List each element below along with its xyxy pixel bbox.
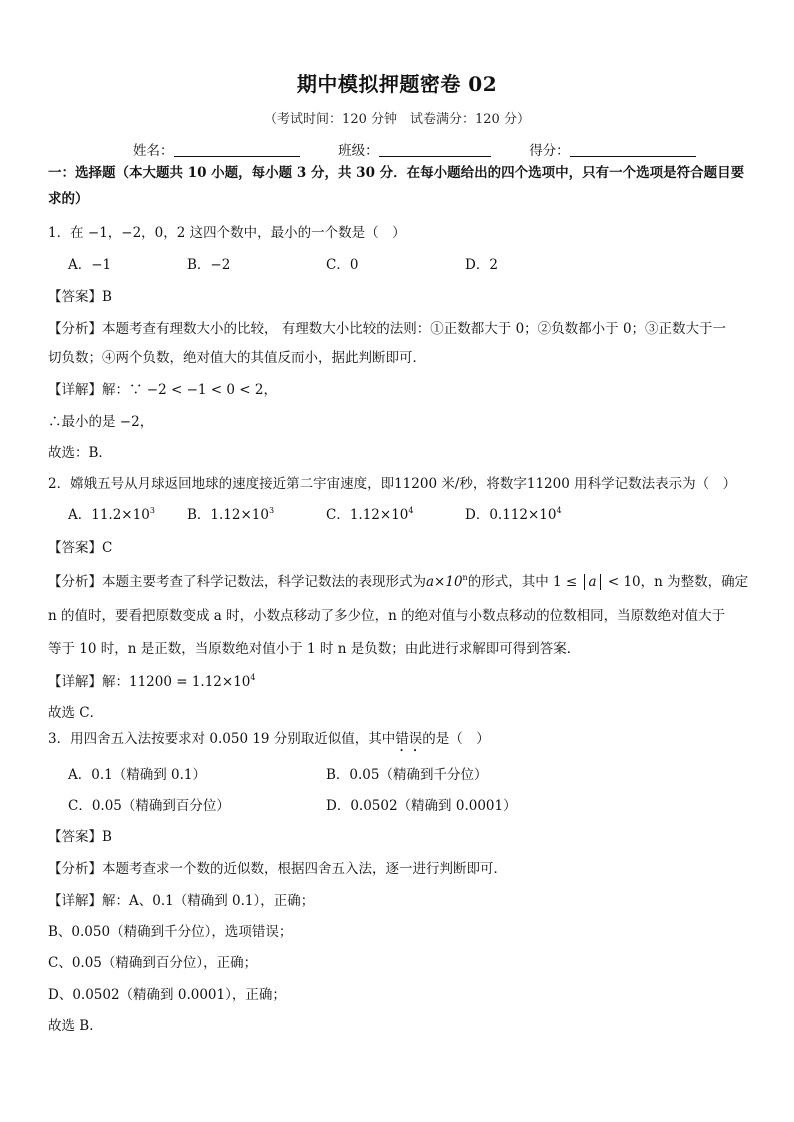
q2-detail: 【详解】解：$11200 = 1.12\times 10^4$ [48, 673, 256, 690]
q1-option-a: A．−1 [68, 257, 112, 273]
student-info-line [133, 139, 696, 159]
name-field[interactable] [174, 142, 300, 157]
score-label: 得分： [529, 143, 570, 159]
q1-answer: 【答案】B [48, 289, 112, 305]
q1-option-b: B．−2 [187, 257, 231, 273]
q2-option-b: B．$1.12\times 10^3$ [187, 506, 275, 523]
score-field[interactable] [570, 142, 696, 157]
q2-analysis-line2: n 的值时，要看把原数变成 a 时，小数点移动了多少位，n 的绝对值与小数点移动的位数相同，当原数绝对值大于 [48, 608, 726, 624]
q3-analysis: 【分析】本题考查求一个数的近似数，根据四舍五入法，逐一进行判断即可． [48, 861, 507, 877]
q1-choice: 故选：B． [48, 445, 112, 461]
q3-step-d: D、0.0502（精确到 0.0001），正确； [48, 987, 286, 1003]
q3-step-b: B、0.050（精确到千分位），选项错误； [48, 924, 293, 940]
q2-analysis-line3: 等于 10 时，n 是正数，当原数绝对值小于 1 时 n 是负数；由此进行求解即可得到答案． [48, 641, 581, 657]
class-label: 班级： [338, 143, 379, 159]
q1-step: ∴最小的是 −2， [48, 414, 154, 430]
q2-analysis-line1: 【分析】本题主要考查了科学记数法，科学记数法的表现形式为$a\times 10^n$的形式，其中 1 ≤ a < 10，n 为整数，确定 [48, 573, 749, 590]
q3-option-d: D．0.0502（精确到 0.0001） [326, 798, 517, 814]
q2-stem: 2．嫦娥五号从月球返回地球的速度接近第二宇宙速度，即11200 米/秒，将数字11200 用科学记数法表示为（ ） [48, 476, 737, 492]
q1-detail: 【详解】解：∵ −2 < −1 < 0 < 2， [48, 382, 277, 398]
exam-subtitle: （考试时间：120 分钟 试卷满分：120 分） [264, 112, 530, 127]
q1-option-c: C．0 [326, 257, 359, 273]
q3-stem: 3．用四舍五入法按要求对 0.050 19 分别取近似值，其中错误的是（ ） [48, 731, 490, 747]
q1-analysis-line2: 切负数；④两个负数，绝对值大的其值反而小，据此判断即可． [48, 350, 426, 366]
q2-option-c: C．$1.12\times 10^4$ [326, 506, 414, 523]
exam-title: 期中模拟押题密卷 02 [296, 72, 498, 96]
class-field[interactable] [379, 142, 491, 157]
q1-analysis-line1: 【分析】本题考查有理数大小的比较， 有理数大小比较的法则：①正数都大于 0；②负数都小于 0；③正数大于一 [48, 321, 727, 337]
q3-choice: 故选 B． [48, 1018, 103, 1034]
q3-answer: 【答案】B [48, 829, 112, 845]
q2-answer: 【答案】C [48, 540, 113, 556]
q3-option-a: A．0.1（精确到 0.1） [68, 767, 206, 783]
q3-option-b: B．0.05（精确到千分位） [326, 767, 488, 783]
section-heading-line2: 求的） [48, 191, 89, 207]
q2-option-d: D．$0.112\times 10^4$ [465, 506, 562, 523]
q2-choice: 故选 C． [48, 705, 104, 721]
q2-option-a: A．$11.2\times 10^3$ [68, 506, 155, 523]
q3-option-c: C．0.05（精确到百分位） [68, 798, 230, 814]
q3-step-c: C、0.05（精确到百分位），正确； [48, 955, 258, 971]
q1-stem: 1．在 −1，−2，0，2 这四个数中，最小的一个数是（ ） [48, 225, 406, 241]
section-heading-line1: 一：选择题（本大题共 10 小题，每小题 3 分，共 30 分．在每小题给出的四个选项中，只有一个选项是符合题目要 [48, 165, 745, 181]
name-label: 姓名： [133, 143, 174, 159]
q3-detail: 【详解】解：A、0.1（精确到 0.1），正确； [48, 893, 315, 909]
q1-option-d: D．2 [465, 257, 498, 273]
